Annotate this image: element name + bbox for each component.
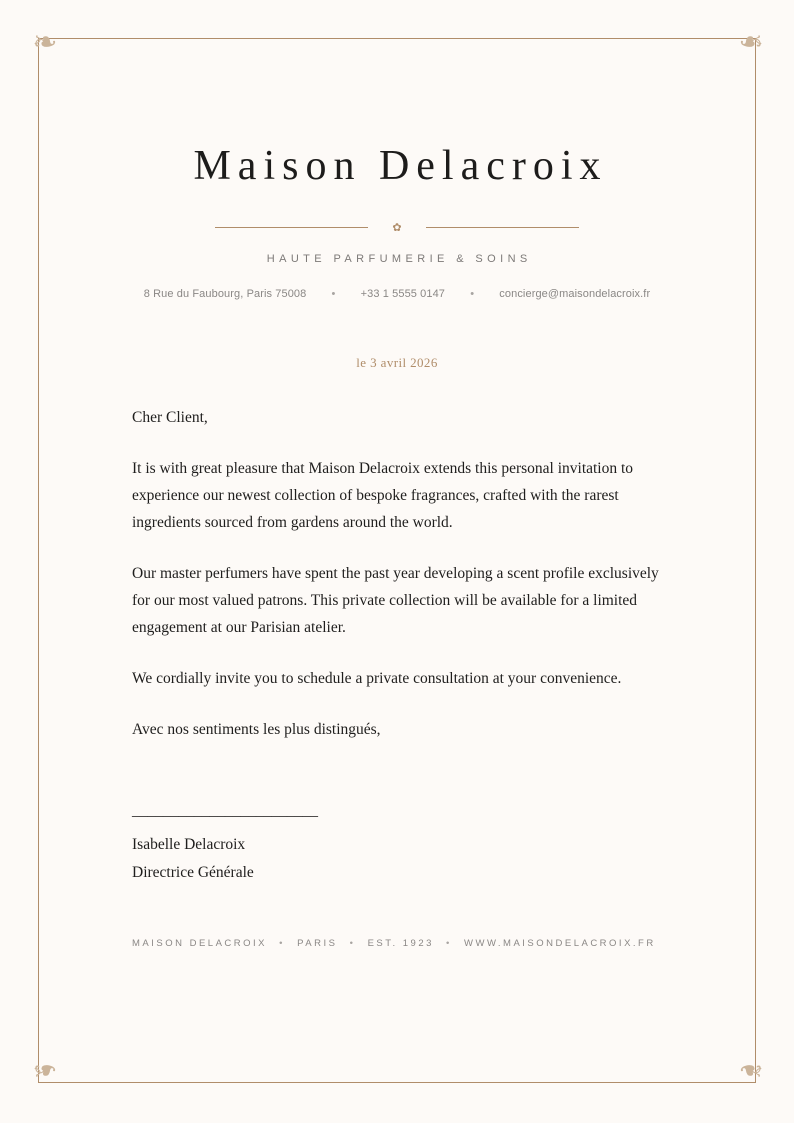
footer-established: EST. 1923 — [367, 938, 434, 950]
contact-phone: +33 1 5555 0147 — [360, 288, 446, 301]
page-footer — [132, 938, 662, 949]
footer-separator-2: • — [349, 938, 356, 950]
contact-info-line — [132, 288, 662, 300]
corner-flourish-top-left-icon: ❧ — [32, 25, 58, 60]
letter-closing: Avec nos sentiments les plus distingués, — [132, 721, 381, 739]
contact-separator-1: • — [331, 288, 336, 301]
contact-separator-2: • — [470, 288, 475, 301]
flower-ornament-icon: ✿ — [392, 221, 402, 235]
contact-address: 8 Rue du Faubourg, Paris 75008 — [143, 288, 307, 301]
corner-flourish-bottom-right-icon: ❧ — [738, 1052, 764, 1087]
signature-line: ________________________ — [132, 802, 318, 820]
letter-body — [132, 404, 662, 743]
letter-salutation: Cher Client, — [132, 409, 208, 427]
footer-city: PARIS — [297, 938, 338, 950]
footer-company: MAISON DELACROIX — [132, 938, 268, 950]
company-name-heading: Maison Delacroix — [193, 143, 608, 189]
letter-paragraph-1: It is with great pleasure that Maison Delacroix extends this personal invitation to experience our newest collection of bespoke fragrances, crafted with the rarest ingredients sourced from gardens around the world. — [132, 460, 634, 532]
signatory-title: Directrice Générale — [132, 864, 254, 882]
divider-rule-right — [426, 227, 579, 228]
signature-block — [132, 801, 662, 887]
ornamental-divider — [132, 222, 662, 233]
letter-content — [132, 0, 662, 949]
footer-separator-1: • — [279, 938, 285, 950]
letter-date: le 3 avril 2026 — [356, 355, 438, 371]
corner-flourish-bottom-left-icon: ❧ — [32, 1052, 58, 1087]
letter-paragraph-2: Our master perfumers have spent the past year developing a scent profile exclusively for our most valued patrons. This private collection will be available for a limited engagement at our Parisian atelier. — [132, 565, 659, 637]
company-tagline: HAUTE PARFUMERIE & SOINS — [266, 253, 532, 266]
corner-flourish-top-right-icon: ❧ — [738, 25, 764, 60]
letterhead — [132, 0, 662, 300]
letter-paragraph-3: We cordially invite you to schedule a private consultation at your convenience. — [132, 670, 622, 688]
footer-separator-3: • — [446, 938, 452, 950]
divider-rule-left — [215, 227, 368, 228]
signatory-name: Isabelle Delacroix — [132, 836, 246, 854]
contact-email: concierge@maisondelacroix.fr — [499, 288, 651, 301]
footer-website: WWW.MAISONDELACROIX.FR — [464, 938, 656, 950]
